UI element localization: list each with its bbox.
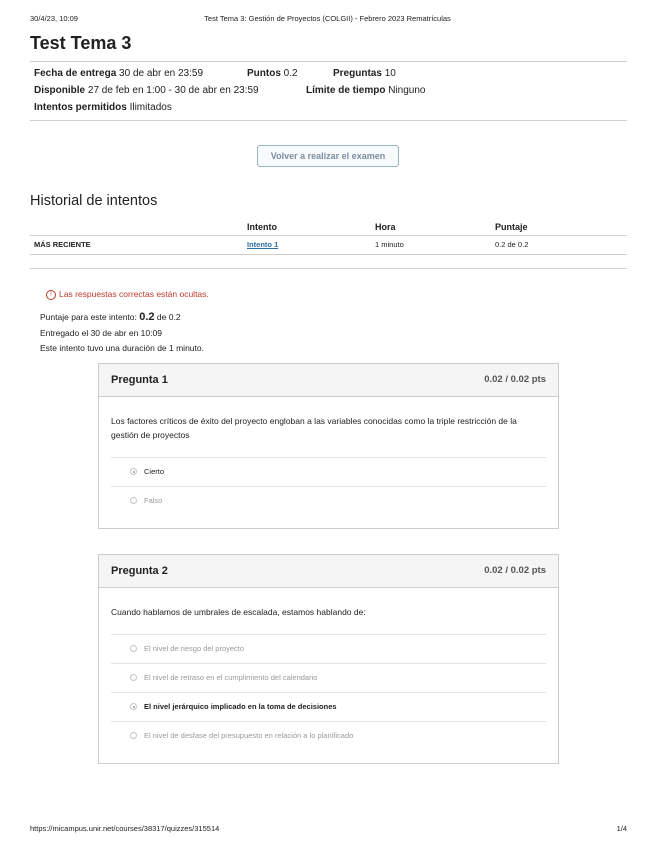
radio-icon — [130, 732, 137, 739]
divider — [30, 254, 627, 255]
score-suffix: de 0.2 — [156, 312, 181, 322]
question-header — [99, 555, 558, 588]
attempt-score: 0.2 de 0.2 — [495, 240, 529, 249]
latest-label: MÁS RECIENTE — [34, 240, 91, 249]
due-label: Fecha de entrega — [34, 68, 117, 79]
points — [247, 68, 298, 79]
due-value: 30 de abr en 23:59 — [119, 68, 204, 79]
question-title: Pregunta 2 — [111, 565, 168, 577]
col-time: Hora — [375, 222, 396, 232]
available — [34, 85, 259, 96]
radio-selected-icon — [130, 703, 137, 710]
radio-selected-icon — [130, 468, 137, 475]
available-value: 27 de feb en 1:00 - 30 de abr en 23:59 — [87, 85, 259, 96]
table-header-divider — [30, 235, 627, 236]
question-points: 0.02 / 0.02 pts — [484, 374, 546, 385]
answer-option — [111, 663, 546, 692]
answer-text: El nivel de retraso en el cumplimiento del calendario — [144, 673, 318, 682]
question-card-1 — [98, 363, 559, 529]
warning-icon: ! — [46, 290, 56, 300]
attempts-value: Ilimitados — [129, 102, 172, 113]
question-card-2 — [98, 554, 559, 764]
divider — [30, 120, 627, 121]
questions-label: Preguntas — [333, 68, 382, 79]
print-footer-url: https://micampus.unir.net/courses/38317/quizzes/315514 — [30, 824, 220, 833]
attempt-history-heading: Historial de intentos — [30, 193, 158, 209]
due-date — [34, 68, 203, 79]
questions-count — [333, 68, 396, 79]
time-limit-value: Ninguno — [388, 85, 426, 96]
warning-text: Las respuestas correctas están ocultas. — [59, 289, 209, 299]
question-points: 0.02 / 0.02 pts — [484, 565, 546, 576]
question-header — [99, 364, 558, 397]
question-text: Los factores críticos de éxito del proyecto engloban a las variables conocidas como la triple restricción de la gestión de proyectos — [111, 416, 517, 440]
attempt-time: 1 minuto — [375, 240, 404, 249]
print-header — [30, 14, 625, 26]
points-label: Puntos — [247, 68, 281, 79]
answer-option — [111, 692, 546, 721]
submitted-line: Entregado el 30 de abr en 10:09 — [40, 328, 162, 338]
col-attempt: Intento — [247, 222, 277, 232]
page-title: Test Tema 3 — [30, 33, 132, 53]
attempts-allowed — [34, 102, 172, 113]
attempt-score-line — [40, 311, 181, 323]
answer-option — [111, 634, 546, 663]
available-label: Disponible — [34, 85, 86, 96]
question-text: Cuando hablamos de umbrales de escalada, estamos hablando de: — [111, 607, 366, 617]
answer-text: Cierto — [144, 467, 165, 476]
print-date: 30/4/23, 10:09 — [30, 14, 78, 23]
attempt-1-link[interactable]: Intento 1 — [247, 240, 279, 249]
answer-text: El nivel de riesgo del proyecto — [144, 644, 245, 653]
radio-icon — [130, 674, 137, 681]
answer-text: Falso — [144, 496, 163, 505]
attempts-label: Intentos permitidos — [34, 102, 127, 113]
question-title: Pregunta 1 — [111, 374, 168, 386]
time-limit — [306, 85, 426, 96]
time-limit-label: Límite de tiempo — [306, 85, 386, 96]
score-prefix: Puntaje para este intento: — [40, 312, 137, 322]
score-value: 0.2 — [139, 311, 155, 323]
print-title: Test Tema 3: Gestión de Proyectos (COLGII) - Febrero 2023 Rematrículas — [204, 14, 451, 23]
answer-text: El nivel jerárquico implicado en la toma de decisiones — [144, 702, 337, 711]
duration-line: Este intento tuvo una duración de 1 minuto. — [40, 343, 204, 353]
col-score: Puntaje — [495, 222, 528, 232]
divider — [30, 268, 627, 269]
answer-option — [111, 457, 546, 486]
answers-hidden-warning — [46, 289, 209, 300]
retake-quiz-button[interactable]: Volver a realizar el examen — [257, 145, 399, 167]
points-value: 0.2 — [283, 68, 298, 79]
answer-text: El nivel de desfase del presupuesto en relación a lo planificado — [144, 731, 354, 740]
questions-value: 10 — [384, 68, 396, 79]
radio-icon — [130, 645, 137, 652]
divider — [30, 61, 627, 62]
radio-icon — [130, 497, 137, 504]
answer-option — [111, 486, 546, 515]
print-footer-page: 1/4 — [616, 824, 627, 833]
answer-option — [111, 721, 546, 750]
